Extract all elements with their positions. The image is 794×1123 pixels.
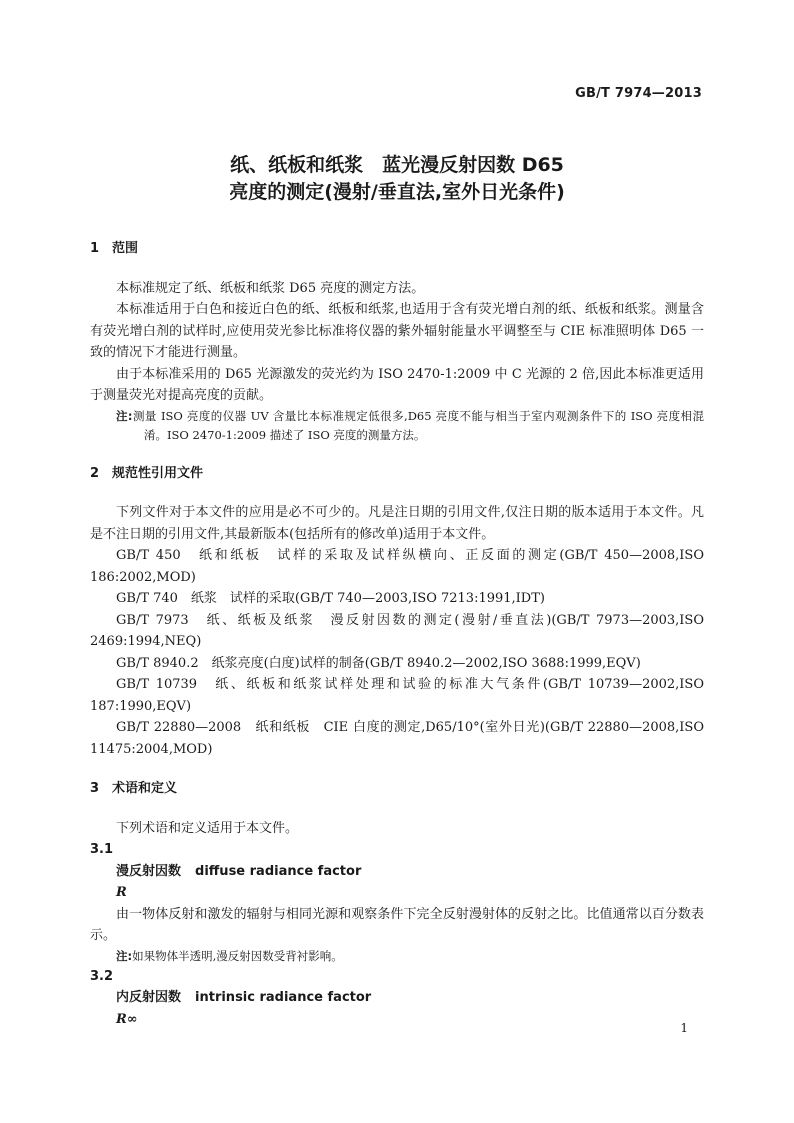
title-line-2: 亮度的测定(漫射/垂直法,室外日光条件): [229, 181, 565, 203]
document-body: [90, 238, 704, 1030]
section-2-heading: 2 规范性引用文件: [90, 465, 204, 481]
reference-item: GB/T 8940.2 纸浆亮度(白度)试样的制备(GB/T 8940.2—2002,ISO 3688:1999,EQV): [116, 655, 641, 671]
document-title: [90, 152, 704, 206]
paragraph: 由于本标准采用的 D65 光源激发的荧光约为 ISO 2470-1:2009 中 C 光源的 2 倍,因此本标准更适用于测量荧光对提高亮度的贡献。: [90, 366, 704, 403]
page-number: 1: [680, 1021, 688, 1035]
note: 注:测量 ISO 亮度的仪器 UV 含量比本标准规定低很多,D65 亮度不能与相当于室内观测条件下的 ISO 亮度相混淆。ISO 2470-1:2009 描述了 ISO 亮度的测量方法。: [116, 408, 704, 442]
reference-item: GB/T 450 纸和纸板 试样的采取及试样纵横向、正反面的测定(GB/T 450—2008,ISO 186:2002,MOD): [90, 548, 704, 585]
title-line-1: 纸、纸板和纸浆 蓝光漫反射因数 D65: [230, 154, 564, 176]
reference-item: GB/T 10739 纸、纸板和纸浆试样处理和试验的标准大气条件(GB/T 10739—2002,ISO 187:1990,EQV): [90, 677, 704, 714]
paragraph: 下列文件对于本文件的应用是必不可少的。凡是注日期的引用文件,仅注日期的版本适用于本文件。凡是不注日期的引用文件,其最新版本(包括所有的修改单)适用于本文件。: [90, 505, 704, 542]
term-heading: 内反射因数 intrinsic radiance factor: [116, 990, 372, 1005]
term-symbol: R∞: [116, 1011, 138, 1027]
standard-code: GB/T 7974—2013: [575, 86, 702, 101]
term-heading: 漫反射因数 diffuse radiance factor: [116, 863, 362, 879]
reference-item: GB/T 7973 纸、纸板及纸浆 漫反射因数的测定(漫射/垂直法)(GB/T 7973—2003,ISO 2469:1994,NEQ): [90, 612, 704, 649]
paragraph: 本标准规定了纸、纸板和纸浆 D65 亮度的测定方法。: [116, 280, 425, 296]
term-definition: 由一物体反射和激发的辐射与相同光源和观察条件下完全反射漫射体的反射之比。比值通常以百分数表示。: [90, 906, 704, 943]
term-number: 3.2: [90, 968, 114, 984]
term-symbol: R: [116, 885, 127, 900]
section-1-heading: 1 范围: [90, 241, 139, 256]
paragraph: 本标准适用于白色和接近白色的纸、纸板和纸浆,也适用于含有荧光增白剂的纸、纸板和纸浆。测量含有荧光增白剂的试样时,应使用荧光参比标准将仪器的紫外辐射能量水平调整至与 CIE 标准照明体 D65 一致的情况下才能进行测量。: [90, 302, 704, 360]
section-3-heading: 3 术语和定义: [90, 781, 178, 796]
reference-item: GB/T 22880—2008 纸和纸板 CIE 白度的测定,D65/10°(室外日光)(GB/T 22880—2008,ISO 11475:2004,MOD): [90, 720, 704, 757]
term-number: 3.1: [90, 842, 114, 857]
paragraph: 下列术语和定义适用于本文件。: [116, 820, 299, 836]
note: 注:如果物体半透明,漫反射因数受背衬影响。: [116, 948, 343, 963]
reference-item: GB/T 740 纸浆 试样的采取(GB/T 740—2003,ISO 7213:1991,IDT): [116, 591, 545, 606]
